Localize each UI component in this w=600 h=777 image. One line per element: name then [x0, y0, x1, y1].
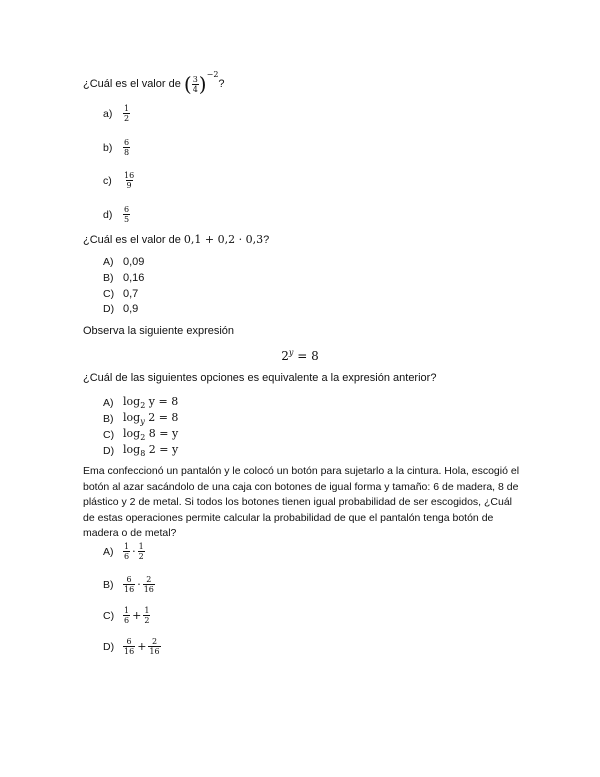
- option-label: D): [103, 303, 115, 315]
- option-label: a): [103, 107, 113, 120]
- frac-num: 6: [126, 575, 132, 584]
- q2-suffix: ?: [263, 234, 270, 246]
- log-base: 2: [140, 433, 146, 443]
- frac-1: [123, 575, 135, 594]
- q2-option-a[interactable]: [103, 256, 144, 268]
- frac-num: 6: [124, 138, 130, 147]
- log-text: log: [123, 395, 141, 408]
- option-expression: [123, 542, 145, 561]
- option-fraction: [123, 138, 130, 157]
- q4-text: Ema confeccionó un pantalón y le colocó un botón para sujetarlo a la cintura. Hola, escogió el botón al azar sacándolo de una caja con botones de igual forma y tamaño: 6 de madera, 8 de plástico y 2 de metal. Si todos los botones tienen igual probabilidad de ser escogidos, ¿Cuál de estas operaciones permite calcular la probabilidad de que el pantalón tenga botón de madera o de metal?: [83, 465, 520, 539]
- frac-num: 2: [146, 575, 152, 584]
- option-label: B): [103, 272, 114, 284]
- option-label: D): [103, 640, 115, 653]
- frac-1: [123, 637, 135, 656]
- option-text: 0,7: [123, 288, 139, 300]
- log-text: log: [123, 443, 141, 456]
- option-label: B): [103, 578, 114, 591]
- q2-option-b[interactable]: [103, 272, 144, 284]
- option-expression: [123, 637, 161, 656]
- option-text: 0,16: [123, 272, 145, 284]
- option-fraction: [123, 205, 130, 224]
- frac-2: [143, 606, 150, 625]
- frac-num: 1: [124, 104, 130, 113]
- q1-open-paren: (: [183, 72, 192, 96]
- log-base: 2: [140, 401, 146, 411]
- option-label: b): [103, 141, 113, 154]
- log-rest: 2 = y: [145, 443, 179, 456]
- q1-option-c[interactable]: [103, 171, 135, 190]
- frac-num: 6: [126, 637, 132, 646]
- log-rest: 2 = 8: [144, 411, 179, 424]
- q4-option-b[interactable]: [103, 575, 155, 594]
- option-label: d): [103, 208, 113, 221]
- log-rest: y = 8: [145, 395, 179, 408]
- option-text: 0,09: [123, 256, 145, 268]
- frac-num: 6: [124, 205, 130, 214]
- q1-stem: [83, 69, 225, 96]
- operator: +: [137, 640, 147, 653]
- option-label: C): [103, 428, 115, 441]
- option-label: D): [103, 444, 115, 457]
- frac-den: 16: [124, 647, 135, 656]
- q1-prefix: ¿Cuál es el valor de: [83, 78, 181, 90]
- option-label: A): [103, 545, 114, 558]
- q3-option-c[interactable]: [103, 427, 178, 442]
- frac-num: 1: [124, 606, 130, 615]
- frac-den: 6: [124, 552, 130, 561]
- option-math: [123, 411, 178, 426]
- q3-option-d[interactable]: [103, 443, 178, 458]
- operator: ·: [132, 545, 136, 558]
- frac-num: 2: [151, 637, 158, 646]
- frac-2: [138, 542, 145, 561]
- q2-option-c[interactable]: [103, 288, 138, 300]
- q2-prefix: ¿Cuál es el valor de: [83, 234, 181, 246]
- frac-den: 5: [124, 215, 130, 224]
- q2-expression: 0,1 + 0,2 · 0,3: [183, 233, 264, 246]
- q3-question: ¿Cuál de las siguientes opciones es equivalente a la expresión anterior?: [83, 372, 437, 384]
- option-label: C): [103, 288, 115, 300]
- log-base: y: [140, 417, 145, 427]
- log-rest: 8 = y: [145, 427, 179, 440]
- frac-den: 8: [124, 148, 130, 157]
- frac-num: 1: [138, 542, 144, 551]
- q4-option-c[interactable]: [103, 606, 150, 625]
- log-text: log: [123, 411, 141, 424]
- option-label: A): [103, 256, 114, 268]
- option-label: c): [103, 174, 112, 187]
- option-label: A): [103, 396, 114, 409]
- q1-base-num: 3: [192, 74, 198, 84]
- frac-den: 2: [144, 616, 150, 625]
- q1-option-d[interactable]: [103, 205, 130, 224]
- frac-1: [123, 542, 130, 561]
- option-text: 0,9: [123, 303, 139, 315]
- frac-den: 16: [143, 585, 154, 594]
- q1-option-a[interactable]: [103, 104, 130, 123]
- frac-den: 16: [149, 647, 160, 656]
- q3-eq-base: 2: [281, 349, 289, 363]
- option-math: [123, 395, 178, 410]
- q3-eq-rest: = 8: [293, 349, 319, 363]
- frac-den: 9: [126, 181, 132, 190]
- frac-num: 1: [144, 606, 150, 615]
- log-text: log: [123, 427, 141, 440]
- q1-base-den: 4: [192, 84, 198, 94]
- option-label: B): [103, 412, 114, 425]
- option-expression: [123, 606, 150, 625]
- q2-option-d[interactable]: [103, 303, 138, 315]
- q4-option-a[interactable]: [103, 542, 145, 561]
- option-math: [123, 443, 178, 458]
- q4-option-d[interactable]: [103, 637, 161, 656]
- q1-exponent: −2: [206, 69, 219, 79]
- q3-option-a[interactable]: [103, 395, 178, 410]
- q3-eq-exp: y: [288, 348, 294, 357]
- frac-2: [148, 637, 160, 656]
- q2-stem: [83, 233, 269, 246]
- frac-num: 1: [124, 542, 130, 551]
- option-fraction: [123, 171, 135, 190]
- operator: +: [132, 609, 142, 622]
- q1-close-paren: ): [198, 72, 207, 96]
- q3-intro: Observa la siguiente expresión: [83, 325, 235, 337]
- log-base: 8: [140, 449, 146, 459]
- operator: ·: [137, 578, 141, 591]
- q1-base-fraction: [192, 75, 199, 94]
- option-expression: [123, 575, 155, 594]
- frac-den: 2: [138, 552, 144, 561]
- option-fraction: [123, 104, 130, 123]
- q3-option-b[interactable]: [103, 411, 178, 426]
- q1-suffix: ?: [218, 78, 225, 90]
- q1-option-b[interactable]: [103, 138, 130, 157]
- option-math: [123, 427, 178, 442]
- frac-num: 16: [124, 171, 135, 180]
- frac-den: 6: [124, 616, 130, 625]
- frac-den: 2: [124, 114, 130, 123]
- q3-equation: [0, 348, 600, 363]
- frac-1: [123, 606, 130, 625]
- option-label: C): [103, 609, 115, 622]
- frac-2: [143, 575, 155, 594]
- frac-den: 16: [124, 585, 135, 594]
